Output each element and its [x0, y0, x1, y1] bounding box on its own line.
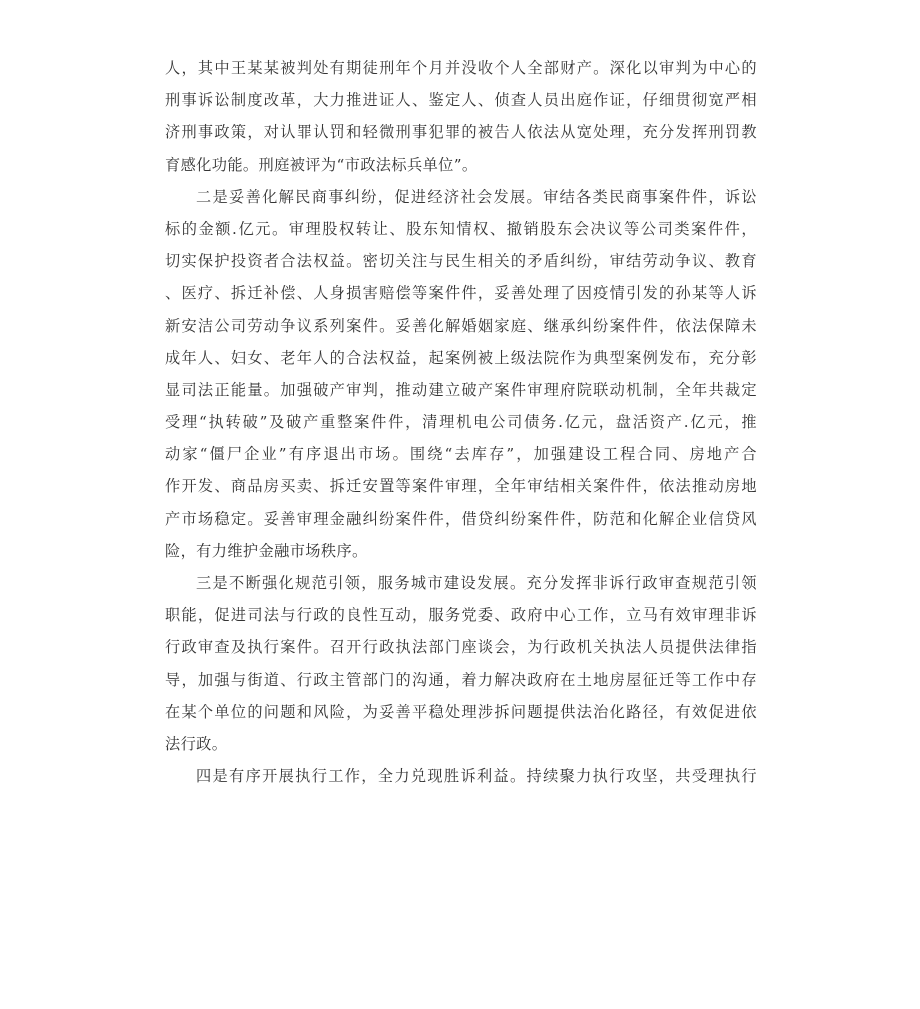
text-line: 作开发、商品房买卖、拆迁安置等案件审理，全年审结相关案件件，依法推动房地: [165, 477, 757, 496]
text-line: 育感化功能。刑庭被评为“市政法标兵单位”。: [165, 155, 478, 174]
text-line: 在某个单位的问题和风险，为妥善平稳处理涉拆问题提供法治化路径，有效促进依: [165, 702, 757, 721]
text-line: 显司法正能量。加强破产审判，推动建立破产案件审理府院联动机制，全年共裁定: [165, 380, 757, 399]
text-line: 标的金额.亿元。审理股权转让、股东知情权、撤销股东会决议等公司类案件件，: [165, 219, 757, 238]
text-line: 险，有力维护金融市场秩序。: [165, 541, 368, 560]
text-line: 二是妥善化解民商事纠纷，促进经济社会发展。审结各类民商事案件件，诉讼: [196, 187, 757, 206]
document-body: [165, 52, 757, 792]
text-line: 受理“执转破”及破产重整案件件，清理机电公司债务.亿元，盘活资产.亿元，推: [165, 413, 757, 432]
text-line: 产市场稳定。妥善审理金融纠纷案件件，借贷纠纷案件件，防范和化解企业信贷风: [165, 509, 757, 528]
text-line: 成年人、妇女、老年人的合法权益，起案例被上级法院作为典型案例发布，充分彰: [165, 348, 757, 367]
text-line: 切实保护投资者合法权益。密切关注与民生相关的矛盾纠纷，审结劳动争议、教育: [165, 252, 757, 271]
text-line: 三是不断强化规范引领，服务城市建设发展。充分发挥非诉行政审查规范引领: [196, 574, 757, 592]
text-line: 四是有序开展执行工作，全力兑现胜诉利益。持续聚力执行攻坚，共受理执行: [196, 767, 757, 786]
text-line: 新安洁公司劳动争议系列案件。妥善化解婚姻家庭、继承纠纷案件件，依法保障未: [165, 316, 757, 335]
text-line: 刑事诉讼制度改革，大力推进证人、鉴定人、侦查人员出庭作证，仔细贯彻宽严相: [165, 91, 757, 110]
text-line: 行政审查及执行案件。召开行政执法部门座谈会，为行政机关执法人员提供法律指: [165, 638, 757, 657]
text-line: 法行政。: [165, 734, 228, 753]
text-line: 职能，促进司法与行政的良性互动，服务党委、政府中心工作，立马有效审理非诉: [165, 606, 757, 625]
text-line: 导，加强与街道、行政主管部门的沟通，着力解决政府在土地房屋征迁等工作中存: [165, 670, 757, 689]
text-line: 动家“僵尸企业”有序退出市场。围绕“去库存”，加强建设工程合同、房地产合: [165, 445, 757, 464]
text-line: 、医疗、拆迁补偿、人身损害赔偿等案件件，妥善处理了因疫情引发的孙某等人诉: [165, 284, 757, 303]
text-line: 济刑事政策，对认罪认罚和轻微刑事犯罪的被告人依法从宽处理，充分发挥刑罚教: [165, 123, 757, 142]
text-line: 人，其中王某某被判处有期徒刑年个月并没收个人全部财产。深化以审判为中心的: [165, 59, 757, 77]
